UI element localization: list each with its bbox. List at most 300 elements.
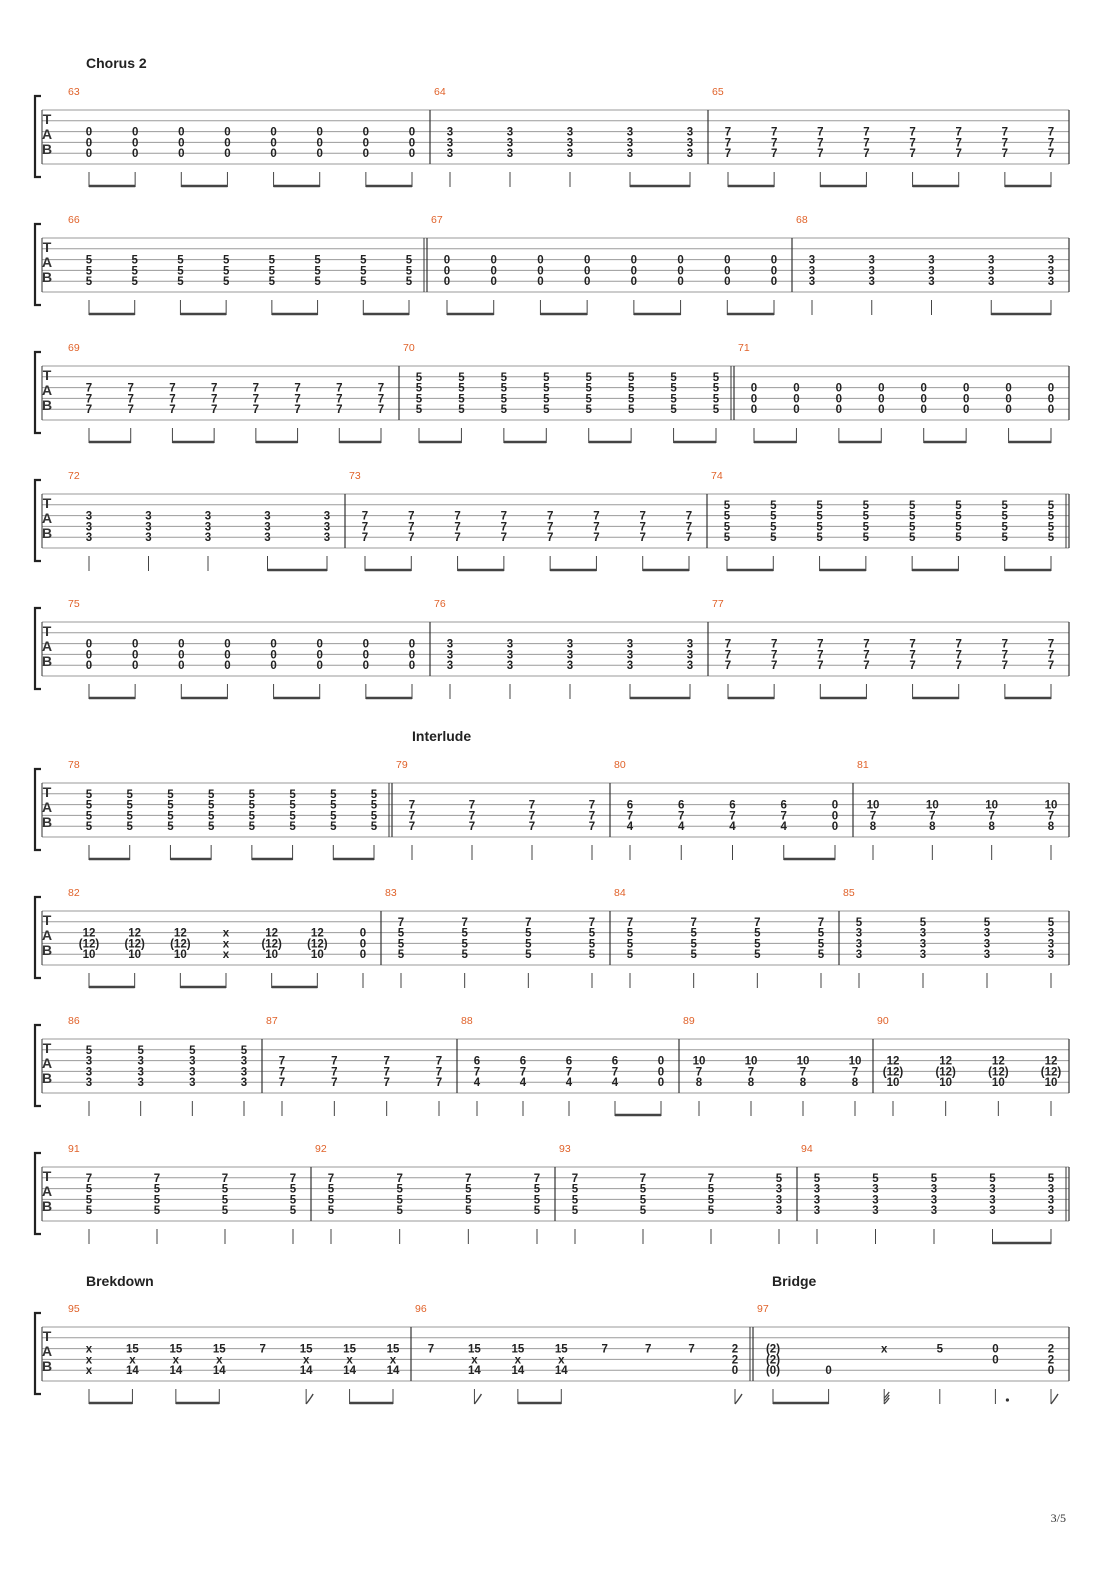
fret-number: 0: [490, 265, 497, 278]
fret-number: 0: [362, 649, 370, 662]
tab-chord: [86, 1344, 93, 1378]
fret-number: 7: [817, 649, 824, 662]
fret-number: 4: [780, 821, 787, 834]
tab-chord: [627, 800, 634, 834]
tab-clef-letter: B: [41, 397, 53, 413]
fret-number: 5: [955, 510, 962, 523]
section-label: Brekdown: [86, 1273, 154, 1289]
tab-chord: [872, 1173, 879, 1217]
fret-number: 7: [770, 137, 778, 150]
fret-number: 8: [851, 1077, 859, 1090]
tab-chord: [1048, 1344, 1054, 1378]
tab-chord: [732, 1344, 738, 1378]
tab-chord: [690, 917, 697, 961]
tab-chord: [863, 500, 870, 544]
fret-number: 4: [611, 1077, 619, 1090]
fret-number: (12): [170, 938, 191, 951]
fret-number: 5: [85, 1044, 93, 1057]
fret-number: (12): [307, 938, 328, 951]
tab-chord: [363, 127, 369, 161]
tab-chord: [474, 1056, 481, 1090]
fret-number: 7: [408, 510, 415, 523]
fret-number: 7: [278, 1066, 286, 1079]
tab-chord: [447, 127, 453, 161]
fret-number: 3: [686, 126, 694, 139]
fret-number: 5: [240, 1044, 248, 1057]
fret-number: 5: [85, 276, 93, 289]
fret-number: 0: [316, 126, 323, 139]
fret-number: 5: [626, 927, 634, 940]
fret-number: 5: [770, 510, 777, 523]
note-flag: [735, 1394, 742, 1404]
tab-chord: [937, 1344, 944, 1356]
fret-number: 0: [750, 393, 758, 406]
bar-number: 88: [461, 1015, 473, 1027]
fret-number: 5: [543, 393, 550, 406]
fret-number: 7: [1047, 148, 1055, 161]
fret-number: 5: [221, 1194, 229, 1207]
fret-number: 0: [920, 382, 927, 395]
tab-chord: [330, 789, 337, 833]
tab-chord: [132, 127, 138, 161]
bar-number: 96: [415, 1303, 427, 1315]
fret-number: 3: [1047, 276, 1055, 289]
fret-number: 0: [131, 660, 139, 673]
fret-number: 0: [85, 126, 93, 139]
fret-number: 5: [816, 532, 823, 545]
fret-number: 7: [408, 821, 416, 834]
tab-chord: [507, 127, 513, 161]
fret-number: 7: [383, 1077, 390, 1090]
bar-number: 70: [403, 342, 415, 354]
tab-clef-letter: A: [41, 927, 53, 943]
fret-number: 10: [265, 949, 279, 962]
fret-number: 3: [264, 532, 271, 545]
fret-number: 7: [770, 638, 778, 651]
fret-number: 12: [82, 927, 96, 940]
fret-number: 0: [630, 265, 638, 278]
fret-number: 7: [770, 649, 778, 662]
fret-number: 5: [221, 1183, 229, 1196]
tab-chord: [86, 639, 92, 673]
fret-number: 10: [1044, 799, 1058, 812]
fret-number: 5: [131, 276, 138, 289]
tab-chord: [253, 383, 259, 417]
fret-number: 10: [796, 1055, 810, 1068]
fret-number: 7: [127, 393, 134, 406]
fret-number: 5: [723, 499, 731, 512]
fret-number: 3: [868, 265, 875, 278]
fret-number: 0: [270, 137, 277, 150]
fret-number: 0: [443, 276, 451, 289]
fret-number: 0: [443, 254, 451, 267]
fret-number: 5: [397, 949, 405, 962]
fret-number: 0: [270, 638, 277, 651]
fret-number: 0: [835, 382, 843, 395]
fret-number: 7: [639, 532, 646, 545]
tab-chord: [793, 383, 799, 417]
tab-chord: [928, 255, 934, 289]
fret-number: x: [222, 949, 230, 962]
fret-number: 5: [360, 265, 367, 278]
fret-number: 3: [686, 148, 694, 161]
fret-number: 7: [955, 649, 962, 662]
fret-number: 5: [465, 1183, 472, 1196]
fret-number: 3: [989, 1205, 996, 1218]
fret-number: 3: [1047, 938, 1055, 951]
fret-number: x: [389, 1354, 397, 1367]
fret-number: 0: [316, 660, 323, 673]
tab-clef-letter: A: [41, 126, 53, 142]
fret-number: 15: [386, 1343, 400, 1356]
bar-number: 95: [68, 1303, 80, 1315]
fret-number: 7: [770, 660, 778, 673]
tab-chord: [985, 800, 998, 834]
fret-number: 7: [863, 638, 870, 651]
fret-number: 5: [585, 382, 592, 395]
fret-number: 3: [813, 1205, 821, 1218]
tab-chord: [586, 372, 593, 416]
fret-number: 0: [657, 1066, 665, 1079]
bar-number: 63: [68, 86, 80, 98]
fret-number: 0: [835, 404, 843, 417]
fret-number: 5: [85, 821, 93, 834]
tab-clef-letter: T: [42, 111, 52, 127]
fret-number: 5: [370, 788, 378, 801]
fret-number: 3: [983, 938, 991, 951]
fret-number: 5: [707, 1205, 715, 1218]
fret-number: 3: [566, 137, 574, 150]
fret-number: 5: [397, 938, 405, 951]
tab-clef-letter: A: [41, 254, 53, 270]
tab-chord: [137, 1045, 144, 1089]
fret-number: 10: [886, 1077, 900, 1090]
tab-system: [35, 1143, 1069, 1244]
fret-number: 0: [770, 254, 778, 267]
tab-clef-letter: T: [42, 495, 52, 511]
tab-clef-letter: T: [42, 912, 52, 928]
fret-number: 0: [724, 254, 731, 267]
fret-number: 7: [909, 638, 916, 651]
fret-number: 5: [153, 1183, 161, 1196]
fret-number: 5: [126, 821, 133, 834]
fret-number: 0: [224, 638, 231, 651]
tab-chord: [677, 255, 683, 289]
tab-chord: [909, 500, 916, 544]
fret-number: 0: [657, 1055, 665, 1068]
tab-chord: [1005, 383, 1011, 417]
fret-number: 5: [627, 371, 635, 384]
fret-number: 7: [1001, 660, 1009, 673]
fret-number: 8: [1047, 821, 1055, 834]
fret-number: 0: [443, 265, 451, 278]
fret-number: 0: [131, 137, 139, 150]
tab-chord: [670, 372, 677, 416]
fret-number: x: [216, 1354, 223, 1367]
fret-number: 5: [327, 1183, 335, 1196]
fret-number: 7: [252, 404, 260, 417]
fret-number: 7: [593, 510, 600, 523]
fret-number: 5: [533, 1194, 541, 1207]
tab-chord: [836, 383, 842, 417]
fret-number: 5: [126, 810, 133, 823]
tab-clef-letter: A: [41, 510, 53, 526]
fret-number: 5: [500, 404, 508, 417]
fret-number: 7: [588, 821, 596, 834]
fret-number: 5: [314, 265, 321, 278]
tab-chord: [724, 255, 730, 289]
fret-number: 0: [793, 393, 800, 406]
tab-clef-letter: B: [41, 942, 53, 958]
fret-number: 3: [686, 638, 694, 651]
fret-number: 0: [831, 821, 839, 834]
fret-number: 0: [178, 660, 185, 673]
tab-chord: [1002, 500, 1009, 544]
tab-chord: [814, 1173, 821, 1217]
tab-chord: [963, 383, 969, 417]
tab-system: [35, 1303, 1069, 1404]
fret-number: 7: [611, 1066, 619, 1079]
tab-clef-letter: B: [41, 1358, 53, 1374]
fret-number: 3: [928, 276, 935, 289]
fret-number: 4: [678, 821, 685, 834]
fret-number: 12: [173, 927, 187, 940]
tab-chord: [688, 1344, 694, 1356]
fret-number: 5: [461, 949, 468, 962]
fret-number: 0: [583, 254, 591, 267]
fret-number: 5: [268, 265, 276, 278]
fret-number: 3: [506, 638, 514, 651]
fret-number: 7: [639, 510, 646, 523]
tab-clef-letter: A: [41, 638, 53, 654]
fret-number: 5: [712, 371, 720, 384]
tab-chord: [169, 1344, 182, 1378]
tab-chord: [869, 255, 875, 289]
fret-number: 7: [210, 382, 218, 395]
fret-number: 5: [585, 371, 592, 384]
fret-number: 0: [825, 1365, 832, 1378]
tab-chord: [809, 255, 815, 289]
fret-number: 3: [446, 638, 454, 651]
fret-number: 7: [909, 137, 916, 150]
fret-number: 7: [1047, 638, 1055, 651]
fret-number: 0: [131, 638, 139, 651]
fret-number: 5: [268, 254, 276, 267]
fret-number: 7: [454, 510, 461, 523]
tab-chord: [1048, 500, 1055, 544]
fret-number: 0: [316, 137, 323, 150]
fret-number: 5: [707, 1183, 715, 1196]
fret-number: 7: [533, 1172, 541, 1185]
bar-number: 85: [843, 887, 855, 899]
tab-chord: [771, 255, 777, 289]
tab-chord: [766, 1344, 780, 1378]
tab-chord: [86, 789, 93, 833]
fret-number: 3: [813, 1194, 821, 1207]
tab-chord: [725, 127, 731, 161]
fret-number: 7: [361, 532, 369, 545]
tab-clef-letter: B: [41, 269, 53, 285]
tab-chord: [708, 1173, 715, 1217]
tab-clef-letter: A: [41, 1055, 53, 1071]
fret-number: 7: [724, 660, 732, 673]
fret-number: 7: [127, 382, 134, 395]
tab-chord: [725, 639, 731, 673]
tab-clef-letter: B: [41, 1070, 53, 1086]
tab-chord: [1048, 1173, 1055, 1217]
fret-number: 3: [855, 927, 863, 940]
fret-number: 5: [936, 1343, 944, 1356]
fret-number: 7: [210, 404, 218, 417]
tab-system: [35, 470, 1069, 571]
fret-number: 0: [770, 276, 778, 289]
bar-number: 72: [68, 470, 80, 482]
tab-chord: [1045, 800, 1058, 834]
fret-number: 14: [468, 1365, 481, 1378]
eighth-rest: 7: [427, 1343, 435, 1356]
fret-number: 3: [988, 254, 995, 267]
fret-number: 7: [770, 126, 778, 139]
fret-number: 0: [962, 382, 970, 395]
tab-chord: [909, 639, 915, 673]
fret-number: 10: [1044, 1077, 1058, 1090]
fret-number: 3: [506, 137, 514, 150]
fret-number: 3: [137, 1077, 144, 1090]
fret-number: 5: [330, 788, 337, 801]
tab-chord: [223, 255, 230, 289]
section-label: Chorus 2: [86, 55, 147, 71]
tab-system: [35, 1015, 1069, 1116]
tab-chord: [86, 127, 92, 161]
fret-number: 14: [511, 1365, 525, 1378]
fret-number: 5: [862, 499, 870, 512]
tab-chord: [383, 1056, 389, 1090]
tab-chord: [921, 383, 927, 417]
fret-number: 7: [468, 799, 476, 812]
tab-chord: [566, 1056, 573, 1090]
fret-number: (12): [935, 1066, 956, 1079]
fret-number: 3: [808, 265, 816, 278]
fret-number: 5: [126, 799, 133, 812]
tab-chord: [817, 127, 823, 161]
tab-clef-letter: A: [41, 1183, 53, 1199]
fret-number: 12: [886, 1055, 900, 1068]
fret-number: 3: [855, 938, 863, 951]
fret-number: 5: [1047, 1172, 1055, 1185]
fret-number: 7: [85, 382, 93, 395]
tab-chord: [300, 1344, 313, 1378]
fret-number: 0: [85, 137, 93, 150]
fret-number: 7: [397, 916, 405, 929]
fret-number: 7: [1001, 638, 1009, 651]
fret-number: x: [85, 1365, 93, 1378]
fret-number: 0: [85, 660, 93, 673]
fret-number: 5: [458, 393, 465, 406]
fret-number: 7: [685, 532, 693, 545]
tab-chord: [444, 255, 450, 289]
fret-number: 7: [955, 137, 962, 150]
tab-chord: [127, 789, 134, 833]
tab-chord: [729, 800, 736, 834]
system-bracket: [35, 96, 41, 177]
fret-number: 7: [588, 799, 596, 812]
fret-number: 3: [446, 649, 454, 662]
fret-number: 5: [955, 532, 962, 545]
fret-number: 0: [583, 265, 591, 278]
fret-number: x: [172, 1354, 180, 1367]
fret-number: 0: [537, 276, 544, 289]
tab-chord: [867, 800, 880, 834]
fret-number: 3: [626, 126, 634, 139]
tab-clef-letter: A: [41, 382, 53, 398]
fret-number: 5: [1001, 510, 1008, 523]
fret-number: 5: [1047, 521, 1055, 534]
tab-chord: [222, 1173, 229, 1217]
fret-number: 0: [490, 254, 497, 267]
fret-number: 3: [85, 510, 93, 523]
fret-number: 7: [377, 382, 385, 395]
fret-number: 0: [224, 148, 231, 161]
fret-number: 7: [361, 521, 369, 534]
fret-number: 5: [85, 810, 93, 823]
fret-number: 7: [408, 810, 416, 823]
tab-chord: [387, 1344, 400, 1378]
fret-number: 0: [724, 276, 731, 289]
tab-chord: [771, 639, 777, 673]
fret-number: 5: [712, 382, 720, 395]
system-bracket: [35, 769, 41, 850]
fret-number: 5: [571, 1194, 579, 1207]
fret-number: 7: [278, 1055, 286, 1068]
system-bracket: [35, 1153, 41, 1234]
fret-number: 5: [585, 404, 592, 417]
fret-number: 3: [868, 254, 875, 267]
fret-number: 7: [468, 821, 476, 834]
fret-number: 5: [405, 254, 413, 267]
bar-number: 92: [315, 1143, 327, 1155]
fret-number: 5: [670, 371, 677, 384]
fret-number: 3: [323, 510, 331, 523]
fret-number: 4: [473, 1077, 481, 1090]
fret-number: 5: [670, 404, 677, 417]
fret-number: 0: [770, 265, 778, 278]
tab-chord: [398, 917, 405, 961]
tab-chord: [678, 800, 685, 834]
fret-number: 7: [851, 1066, 859, 1079]
bar-number: 73: [349, 470, 361, 482]
fret-number: 5: [543, 371, 550, 384]
fret-number: 5: [207, 810, 215, 823]
fret-number: 7: [85, 1172, 93, 1185]
tab-chord: [507, 639, 513, 673]
fret-number: 5: [817, 949, 825, 962]
fret-number: 5: [289, 1205, 297, 1218]
fret-number: 5: [862, 532, 870, 545]
fret-number: (12): [988, 1066, 1009, 1079]
fret-number: 7: [817, 126, 824, 139]
eighth-rest: 7: [644, 1343, 652, 1356]
fret-number: 6: [519, 1055, 527, 1068]
fret-number: 0: [131, 126, 139, 139]
fret-number: 7: [127, 404, 134, 417]
fret-number: 5: [85, 254, 93, 267]
tab-system: [35, 759, 1069, 860]
fret-number: 7: [707, 1172, 715, 1185]
fret-number: 7: [331, 1055, 338, 1068]
fret-number: x: [129, 1354, 136, 1367]
fret-number: 0: [1005, 382, 1012, 395]
bar-number: 81: [857, 759, 869, 771]
